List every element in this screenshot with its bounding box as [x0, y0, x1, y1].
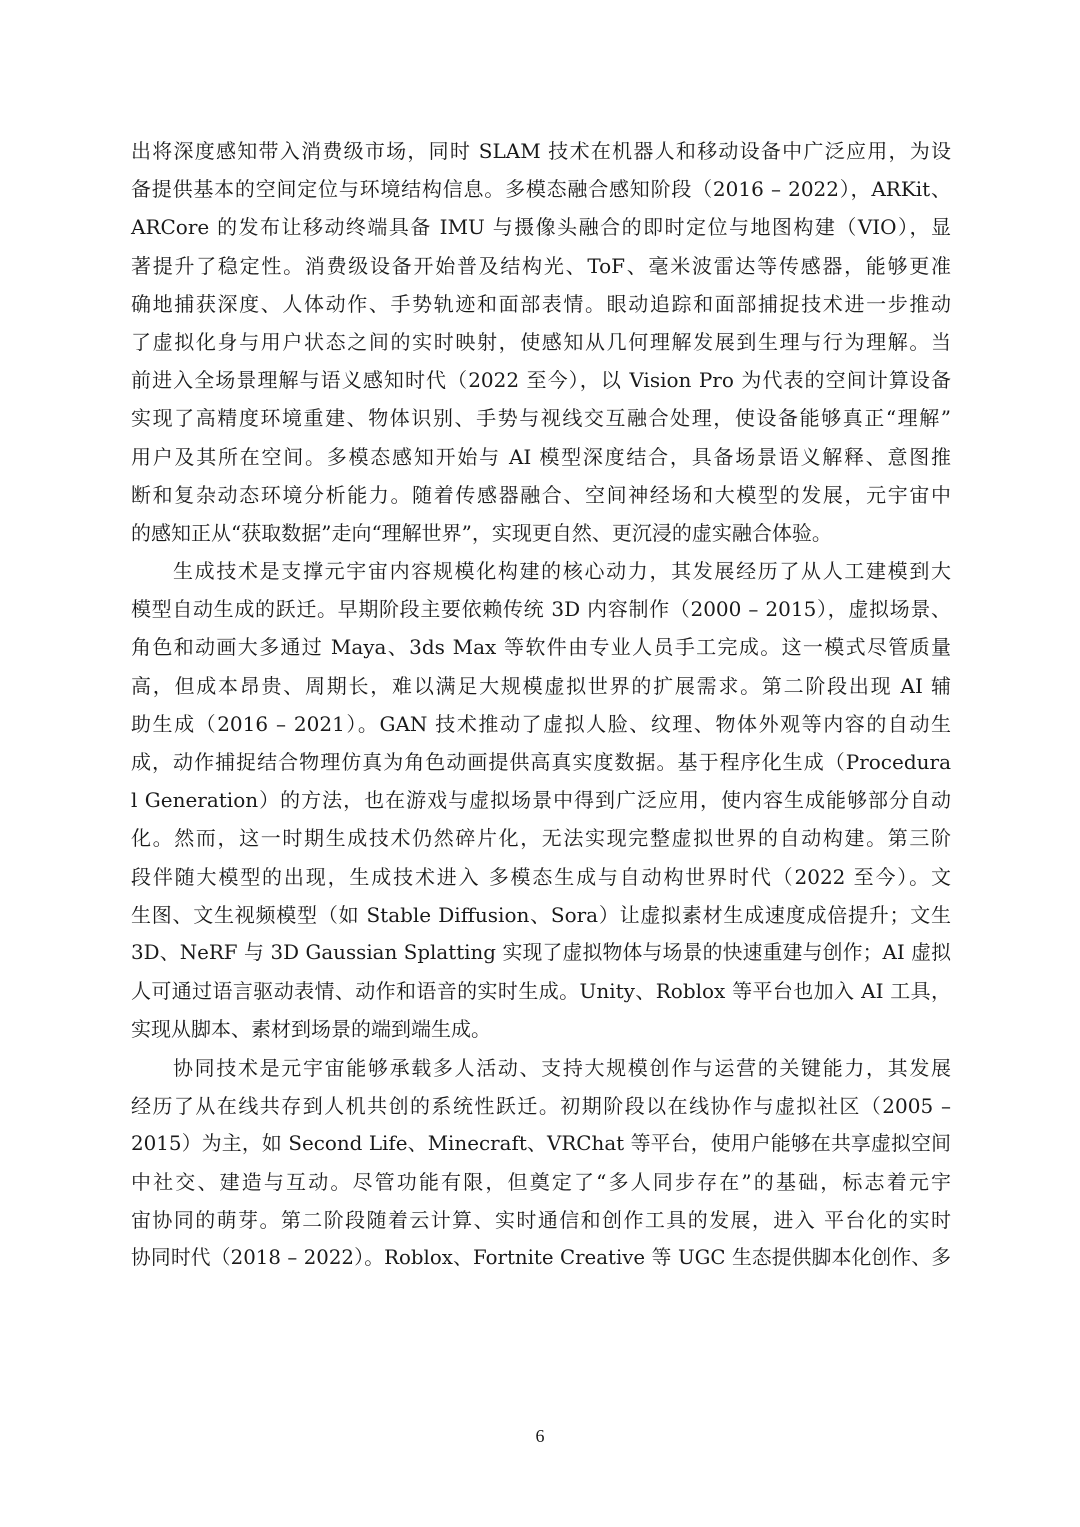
text-line: 著提升了稳定性。消费级设备开始普及结构光、ToF、毫米波雷达等传感器，能够更准 — [131, 253, 951, 278]
text-line: 断和复杂动态环境分析能力。随着传感器融合、空间神经场和大模型的发展，元宇宙中 — [131, 482, 951, 507]
text-line: 高，但成本昂贵、周期长，难以满足大规模虚拟世界的扩展需求。第二阶段出现 AI 辅 — [131, 673, 951, 698]
text-line: 生成技术是支撑元宇宙内容规模化构建的核心动力，其发展经历了从人工建模到大 — [173, 559, 951, 584]
text-line: 中社交、建造与互动。尽管功能有限，但奠定了“多人同步存在”的基础，标志着元宇 — [131, 1170, 951, 1195]
text-line: 宙协同的萌芽。第二阶段随着云计算、实时通信和创作工具的发展，进入 平台化的实时 — [131, 1208, 951, 1233]
text-line: 成，动作捕捉结合物理仿真为角色动画提供高真实度数据。基于程序化生成（Procedura — [131, 750, 951, 774]
text-line: 实现从脚本、素材到场景的端到端生成。 — [131, 1017, 491, 1042]
text-line: 3D、NeRF 与 3D Gaussian Splatting 实现了虚拟物体与场景的快速重建与创作；AI 虚拟 — [131, 940, 951, 964]
text-line: 经历了从在线共存到人机共创的系统性跃迁。初期阶段以在线协作与虚拟社区（2005 – — [131, 1093, 951, 1118]
text-line: l Generation）的方法，也在游戏与虚拟场景中得到广泛应用，使内容生成能够部分自动 — [131, 788, 951, 813]
text-line: ARCore 的发布让移动终端具备 IMU 与摄像头融合的即时定位与地图构建（VIO），显 — [131, 215, 951, 240]
text-line: 用户及其所在空间。多模态感知开始与 AI 模型深度结合，具备场景语义解释、意图推 — [131, 444, 951, 469]
text-line: 协同技术是元宇宙能够承载多人活动、支持大规模创作与运营的关键能力，其发展 — [173, 1055, 951, 1080]
paragraph — [131, 1049, 951, 1278]
paragraph — [131, 552, 951, 1048]
text-line: 人可通过语言驱动表情、动作和语音的实时生成。Unity、Roblox 等平台也加入 AI 工具， — [131, 979, 951, 1004]
body-text — [131, 132, 951, 1278]
text-line: 了虚拟化身与用户状态之间的实时映射，使感知从几何理解发展到生理与行为理解。当 — [131, 329, 951, 354]
text-line: 生图、文生视频模型（如 Stable Diffusion、Sora）让虚拟素材生成速度成倍提升；文生 — [131, 902, 951, 927]
paragraph — [131, 132, 951, 552]
text-line: 出将深度感知带入消费级市场，同时 SLAM 技术在机器人和移动设备中广泛应用，为设 — [131, 139, 951, 163]
text-line: 确地捕获深度、人体动作、手势轨迹和面部表情。眼动追踪和面部捕捉技术进一步推动 — [131, 291, 951, 316]
page-number: 6 — [535, 1426, 545, 1446]
text-line: 的感知正从“获取数据”走向“理解世界”，实现更自然、更沉浸的虚实融合体验。 — [131, 520, 832, 545]
text-line: 段伴随大模型的出现，生成技术进入 多模态生成与自动构世界时代（2022 至今）。文 — [131, 864, 951, 889]
text-line: 2015）为主，如 Second Life、Minecraft、VRChat 等平台，使用户能够在共享虚拟空间 — [131, 1131, 951, 1155]
text-line: 前进入全场景理解与语义感知时代（2022 至今），以 Vision Pro 为代表的空间计算设备 — [131, 368, 951, 393]
text-line: 协同时代（2018 – 2022）。Roblox、Fortnite Creative 等 UGC 生态提供脚本化创作、多 — [131, 1246, 951, 1270]
text-line: 备提供基本的空间定位与环境结构信息。多模态融合感知阶段（2016 – 2022），ARKit、 — [131, 177, 951, 202]
text-line: 助生成（2016 – 2021）。GAN 技术推动了虚拟人脸、纹理、物体外观等内容的自动生 — [131, 711, 951, 736]
text-line: 化。然而，这一时期生成技术仍然碎片化，无法实现完整虚拟世界的自动构建。第三阶 — [131, 826, 951, 851]
text-line: 实现了高精度环境重建、物体识别、手势与视线交互融合处理，使设备能够真正“理解” — [131, 406, 951, 431]
text-line: 模型自动生成的跃迁。早期阶段主要依赖传统 3D 内容制作（2000 – 2015），虚拟场景、 — [131, 597, 951, 622]
text-line: 角色和动画大多通过 Maya、3ds Max 等软件由专业人员手工完成。这一模式尽管质量 — [131, 635, 951, 660]
